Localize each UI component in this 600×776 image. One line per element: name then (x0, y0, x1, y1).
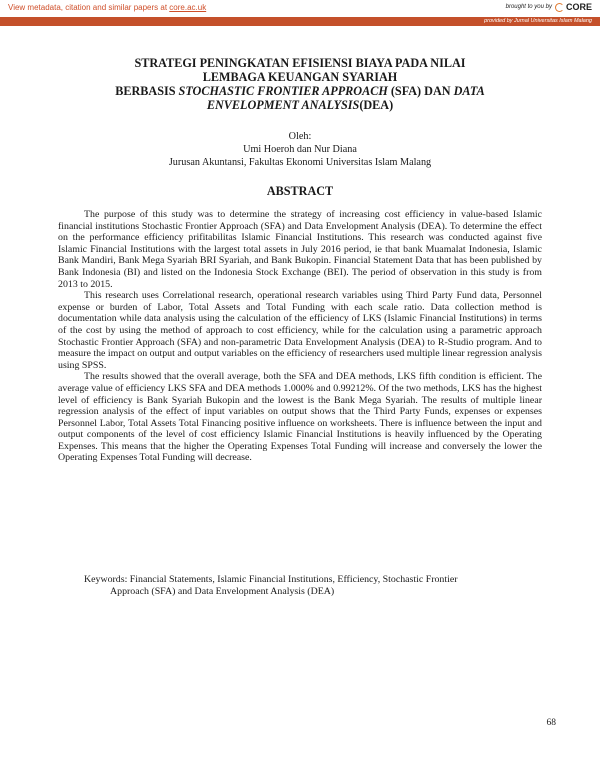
keywords-line-2: Approach (SFA) and Data Envelopment Analysis (DEA) (110, 586, 335, 597)
title-line-3a: BERBASIS (115, 84, 179, 98)
title-line-3 (60, 84, 540, 98)
keywords (84, 574, 540, 598)
core-metadata-link-text (8, 3, 206, 12)
page-number: 68 (546, 718, 556, 728)
abstract-paragraph-1: The purpose of this study was to determine the strategy of increasing cost efficiency in value-based Islamic financial institutions Stochastic Frontier Approach (SFA) and Data Envelopment Analysis (DEA). To determine the effect on the performance efficiency prifitabilitas Islamic Financial Institutions. This research was conducted against five Islamic Financial Institutions with the largest total assets in July 2016 period, ie that bank Muamalat Indonesia, Islamic Bank Mandiri, Bank Mega Syariah BRI Syariah, and Bank Bukopin. Financial Statement Data that has been published by Bank Indonesia (BI) and listed on the Indonesia Stock Exchange (BEI). The period of observation in this study is from 2013 to 2015. (58, 209, 542, 290)
byline (60, 130, 540, 169)
core-logo-icon (555, 3, 564, 12)
keywords-line-1: Keywords: Financial Statements, Islamic Financial Institutions, Efficiency, Stochastic Frontier (84, 574, 458, 585)
abstract-paragraph-3: The results showed that the overall average, both the SFA and DEA methods, LKS fifth condition is efficient. The average value of efficiency LKS SFA and DEA methods 1.000% and 0.99212%. Of the two methods, LKS has the highest level of efficiency is Bank Syariah Bukopin and the lowest is the Bank Mega Syariah. The results of multiple linear regression analysis of the effect of input variables on output shows that the Third Party Funds, expenses or expenses Personnel Labor, Total Assets Total Financing positive influence on worksheets. There is influence between the input and output components of the level of cost efficiency Islamic Financial Institutions is heavily influenced by the Operating Expenses. This means that the higher the Operating Expenses Total Funding will increase and conversely the lower the Operating Expenses Total Funding will decrease. (58, 371, 542, 464)
title-line-3b: STOCHASTIC FRONTIER APPROACH (178, 84, 388, 98)
title-line-3c: (SFA) DAN (387, 84, 454, 98)
core-logo-text: CORE (565, 2, 592, 12)
abstract-heading: ABSTRACT (266, 184, 334, 198)
abstract-paragraph-2: This research uses Correlational research, operational research variables using Third Party Fund data, Personnel expense or burden of Labor, Total Assets and Total Funding with each scale ratio. Data collection method is documentation while data analysis using the calculation of the efficiency of LKS (Islamic Financial Institutions) in terms of the cost by using the method of approach to cost efficiency, while for the calculation using a parametric approach Stochastic Frontier Approach (SFA) and non-parametric Data Envelopment Analysis (DEA) to R-Studio program. And to measure the impact on output and output variables on the efficiency of researchers used multiple linear regression analysis using SPSS. (58, 290, 542, 371)
core-link-prefix: View metadata, citation and similar papers at (8, 3, 170, 12)
authors: Umi Hoeroh dan Nur Diana (243, 144, 357, 155)
title-line-3d: DATA (453, 84, 485, 98)
provided-by-text[interactable]: provided by Jurnal Universitas Islam Malang (484, 18, 592, 24)
brought-label: brought to you by (505, 4, 552, 10)
title-line-4b: (DEA) (359, 98, 394, 112)
affiliation: Jurusan Akuntansi, Fakultas Ekonomi Universitas Islam Malang (168, 157, 432, 168)
core-banner (0, 0, 600, 17)
core-link[interactable]: core.ac.uk (169, 3, 207, 12)
brought-to-you-by[interactable] (506, 2, 592, 12)
core-logo (555, 2, 592, 12)
oleh-label: Oleh: (288, 131, 312, 142)
provided-by-bar (0, 17, 600, 26)
title-line-4 (60, 98, 540, 112)
title-line-4a: ENVELOPMENT ANALYSIS (206, 98, 360, 112)
title-line-2: LEMBAGA KEUANGAN SYARIAH (202, 70, 398, 84)
abstract-body (58, 209, 542, 464)
title-line-1: STRATEGI PENINGKATAN EFISIENSI BIAYA PADA NILAI (134, 56, 466, 70)
paper-title (60, 56, 540, 112)
